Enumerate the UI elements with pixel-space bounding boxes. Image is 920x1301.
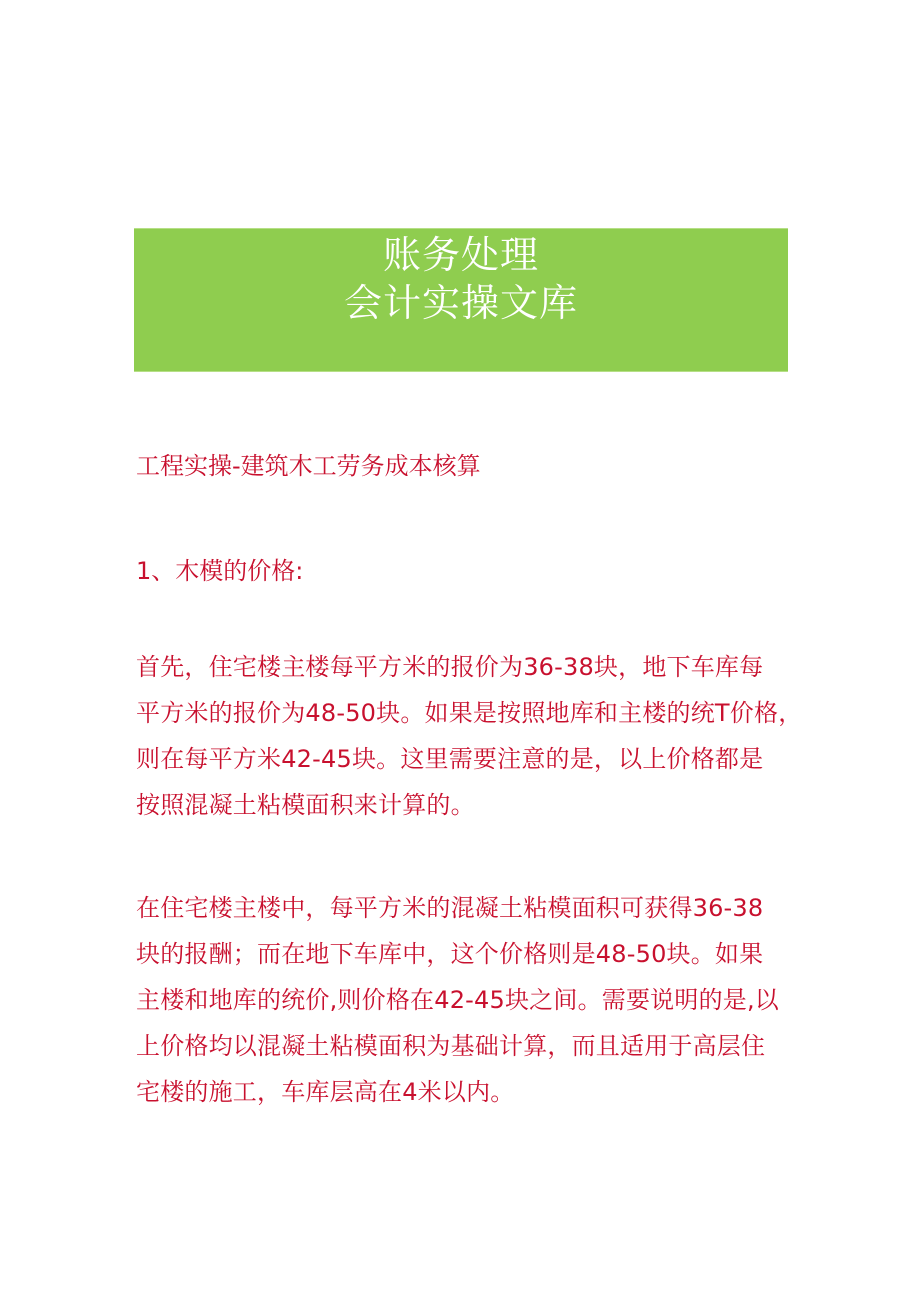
- section-heading: 1、木模的价格:: [136, 557, 304, 585]
- paragraph-line: 块的报酬；而在地下车库中，这个价格则是48-50块。如果: [136, 940, 764, 968]
- banner-title-line1: 账务处理: [382, 233, 539, 277]
- paragraph: [136, 885, 796, 1115]
- paragraph: [136, 644, 803, 828]
- header-banner: [134, 228, 788, 372]
- paragraph-line: 宅楼的施工，车库层高在4米以内。: [136, 1078, 515, 1106]
- paragraph-line: 主楼和地库的统价,则价格在42-45块之间。需要说明的是,以: [136, 986, 779, 1014]
- paragraph-line: 则在每平方米42-45块。这里需要注意的是，以上价格都是: [136, 745, 764, 773]
- paragraph-line: 首先，住宅楼主楼每平方米的报价为36-38块，地下车库每: [136, 653, 764, 681]
- paragraph-line: 上价格均以混凝土粘模面积为基础计算，而且适用于高层住: [136, 1032, 766, 1060]
- paragraph-line: 在住宅楼主楼中，每平方米的混凝土粘模面积可获得36-38: [136, 894, 764, 922]
- paragraph-line: 平方米的报价为48-50块。如果是按照地库和主楼的统T价格，: [136, 699, 803, 727]
- document-title: 工程实操-建筑木工劳务成本核算: [136, 452, 481, 480]
- banner-title-line2: 会计实操文库: [343, 281, 578, 325]
- paragraph-line: 按照混凝土粘模面积来计算的。: [136, 791, 475, 819]
